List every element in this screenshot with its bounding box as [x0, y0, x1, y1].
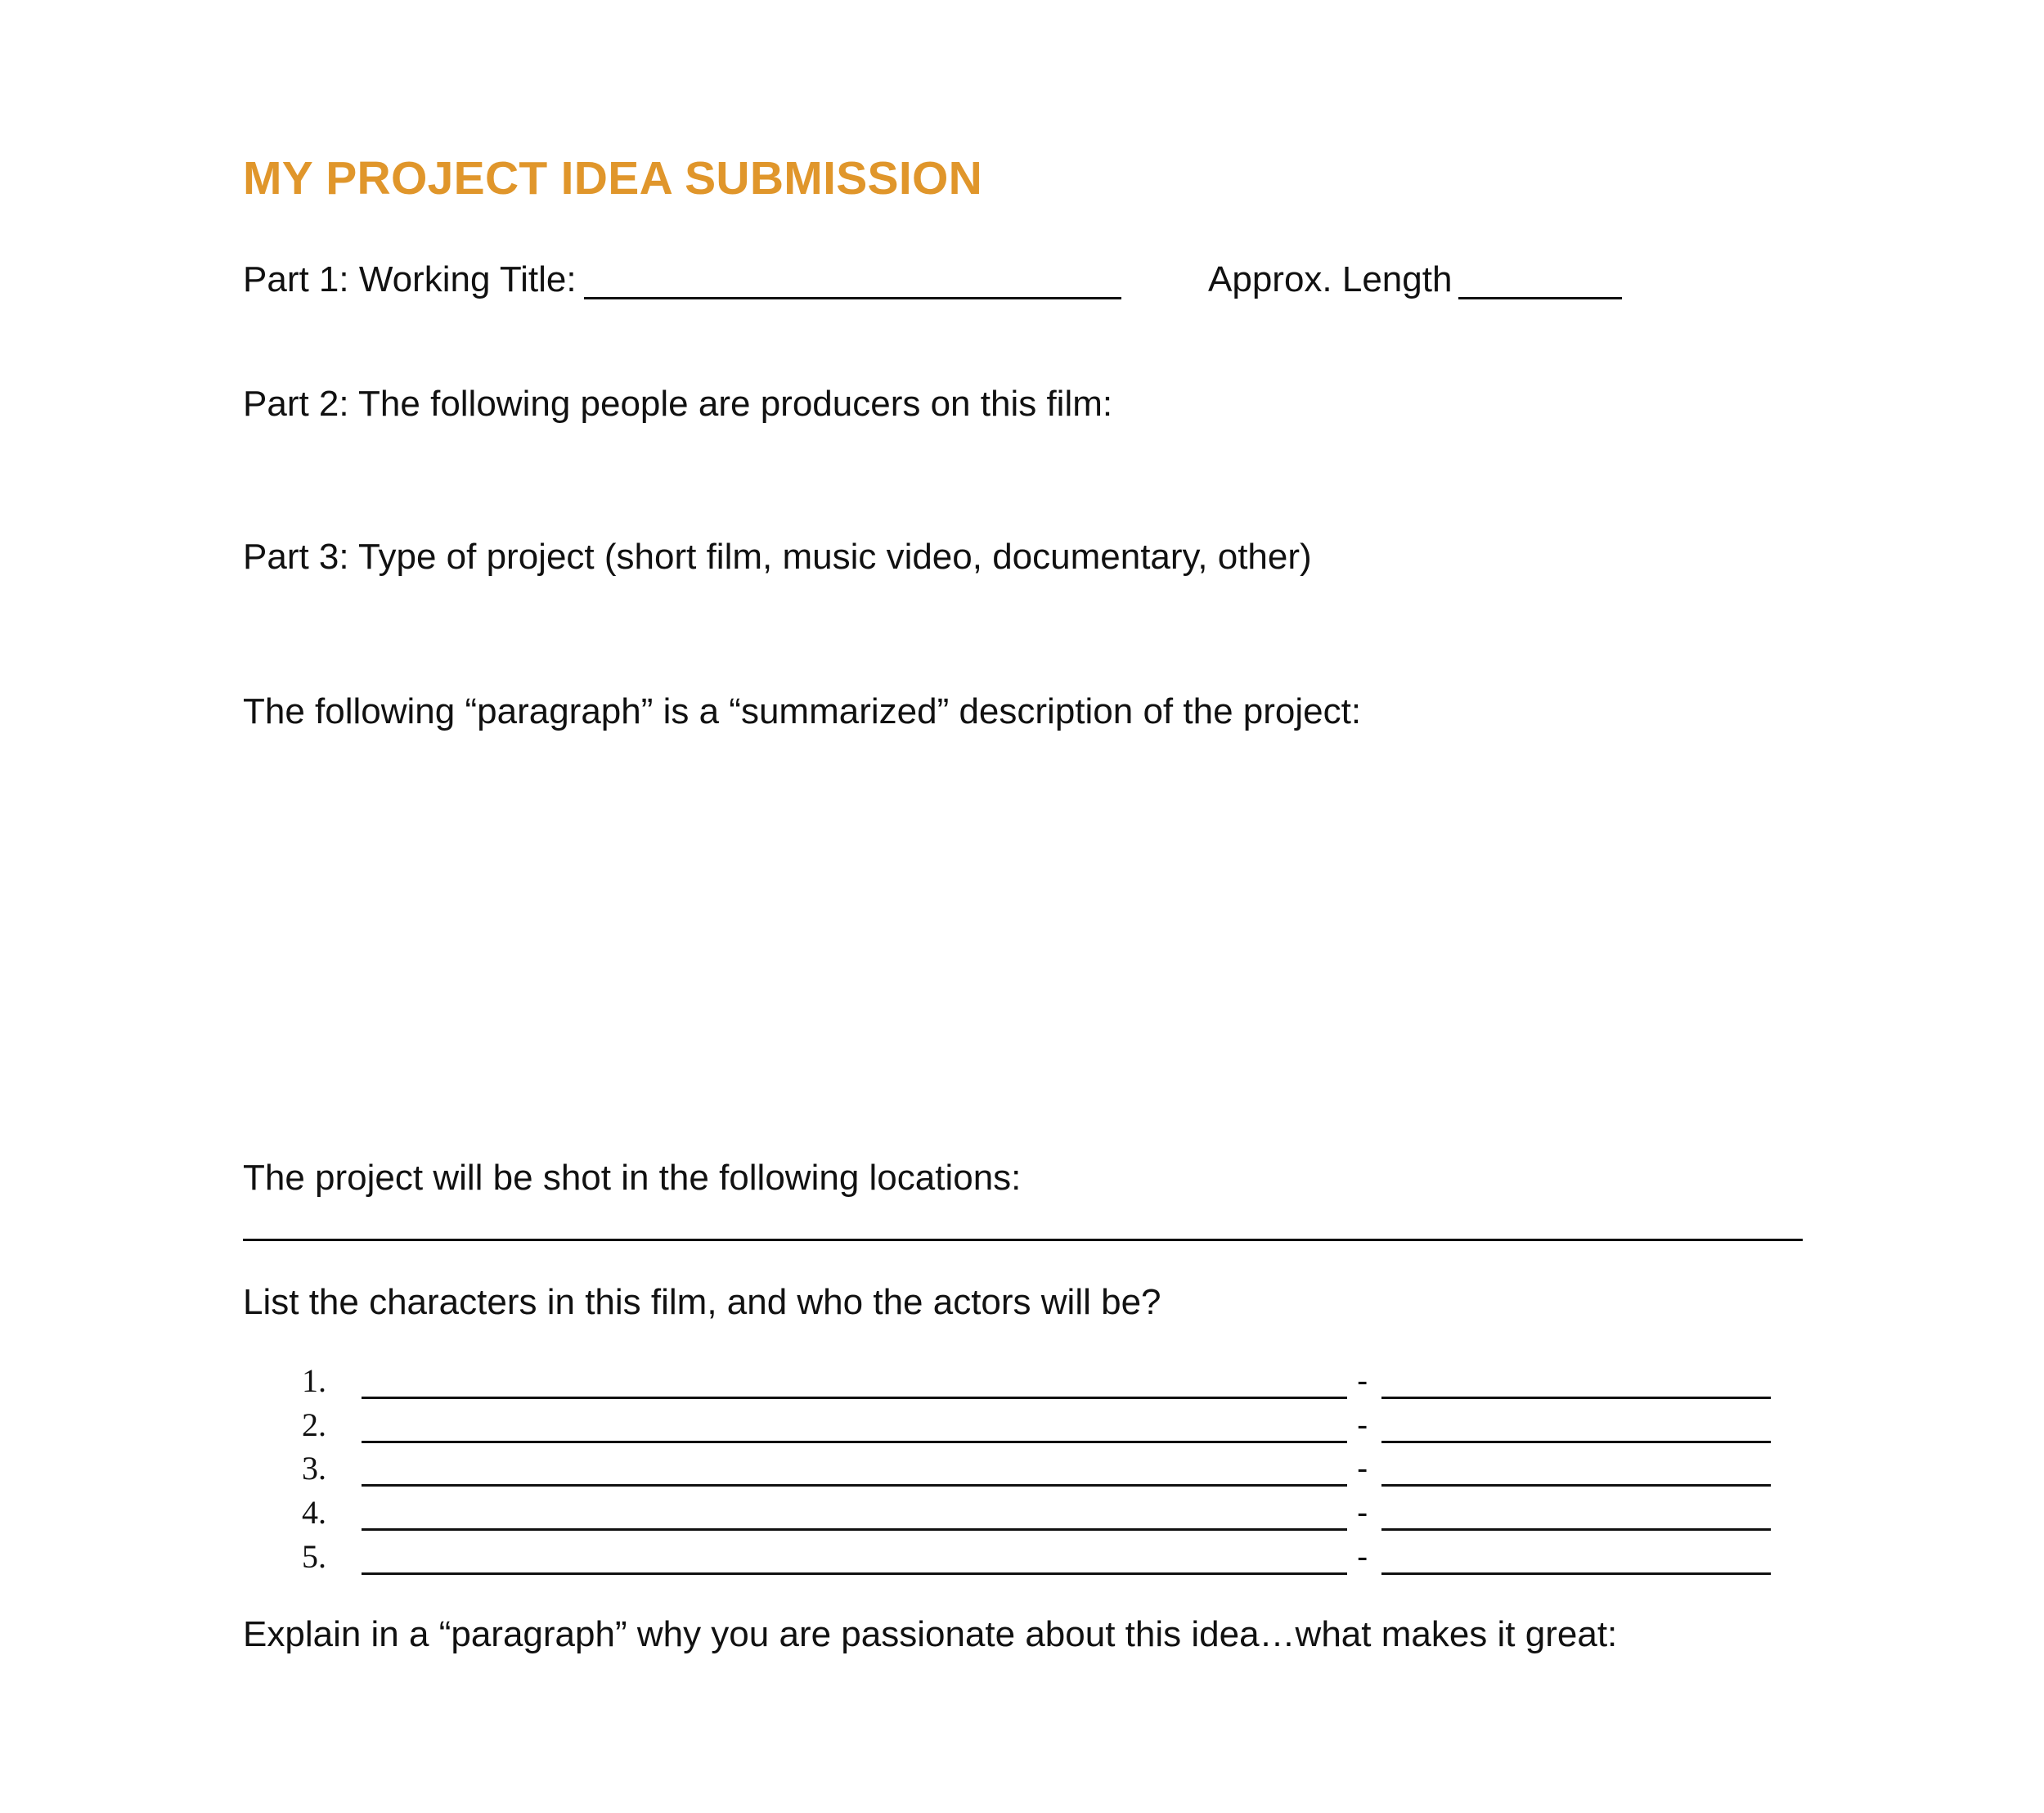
characters-label: List the characters in this film, and who the actors will be? [243, 1282, 1161, 1322]
character-separator: - [1357, 1451, 1368, 1487]
character-number: 5. [302, 1538, 326, 1575]
character-separator: - [1357, 1407, 1368, 1443]
character-number: 3. [302, 1450, 326, 1487]
passion-label: Explain in a “paragraph” why you are passionate about this idea…what makes it great: [243, 1614, 1618, 1654]
project-type-label: Part 3: Type of project (short film, music video, documentary, other) [243, 537, 1312, 577]
actor-name-field[interactable] [1381, 1397, 1771, 1399]
actor-name-field[interactable] [1381, 1528, 1771, 1531]
character-number: 2. [302, 1406, 326, 1443]
character-name-field[interactable] [362, 1397, 1347, 1399]
character-number: 4. [302, 1494, 326, 1531]
approx-length-label: Approx. Length [1208, 259, 1453, 299]
approx-length-field[interactable] [1458, 297, 1622, 299]
summary-label: The following “paragraph” is a “summarized” description of the project: [243, 691, 1362, 731]
locations-label: The project will be shot in the following locations: [243, 1158, 1022, 1198]
character-name-field[interactable] [362, 1528, 1347, 1531]
character-name-field[interactable] [362, 1441, 1347, 1443]
character-number: 1. [302, 1362, 326, 1399]
character-name-field[interactable] [362, 1484, 1347, 1487]
character-separator: - [1357, 1363, 1368, 1399]
character-name-field[interactable] [362, 1572, 1347, 1575]
working-title-field[interactable] [584, 297, 1121, 299]
character-separator: - [1357, 1495, 1368, 1531]
character-separator: - [1357, 1539, 1368, 1575]
actor-name-field[interactable] [1381, 1484, 1771, 1487]
locations-field[interactable] [243, 1239, 1803, 1241]
actor-name-field[interactable] [1381, 1572, 1771, 1575]
producers-label: Part 2: The following people are producers on this film: [243, 384, 1113, 424]
page-title: MY PROJECT IDEA SUBMISSION [243, 152, 983, 205]
working-title-label: Part 1: Working Title: [243, 259, 577, 299]
actor-name-field[interactable] [1381, 1441, 1771, 1443]
